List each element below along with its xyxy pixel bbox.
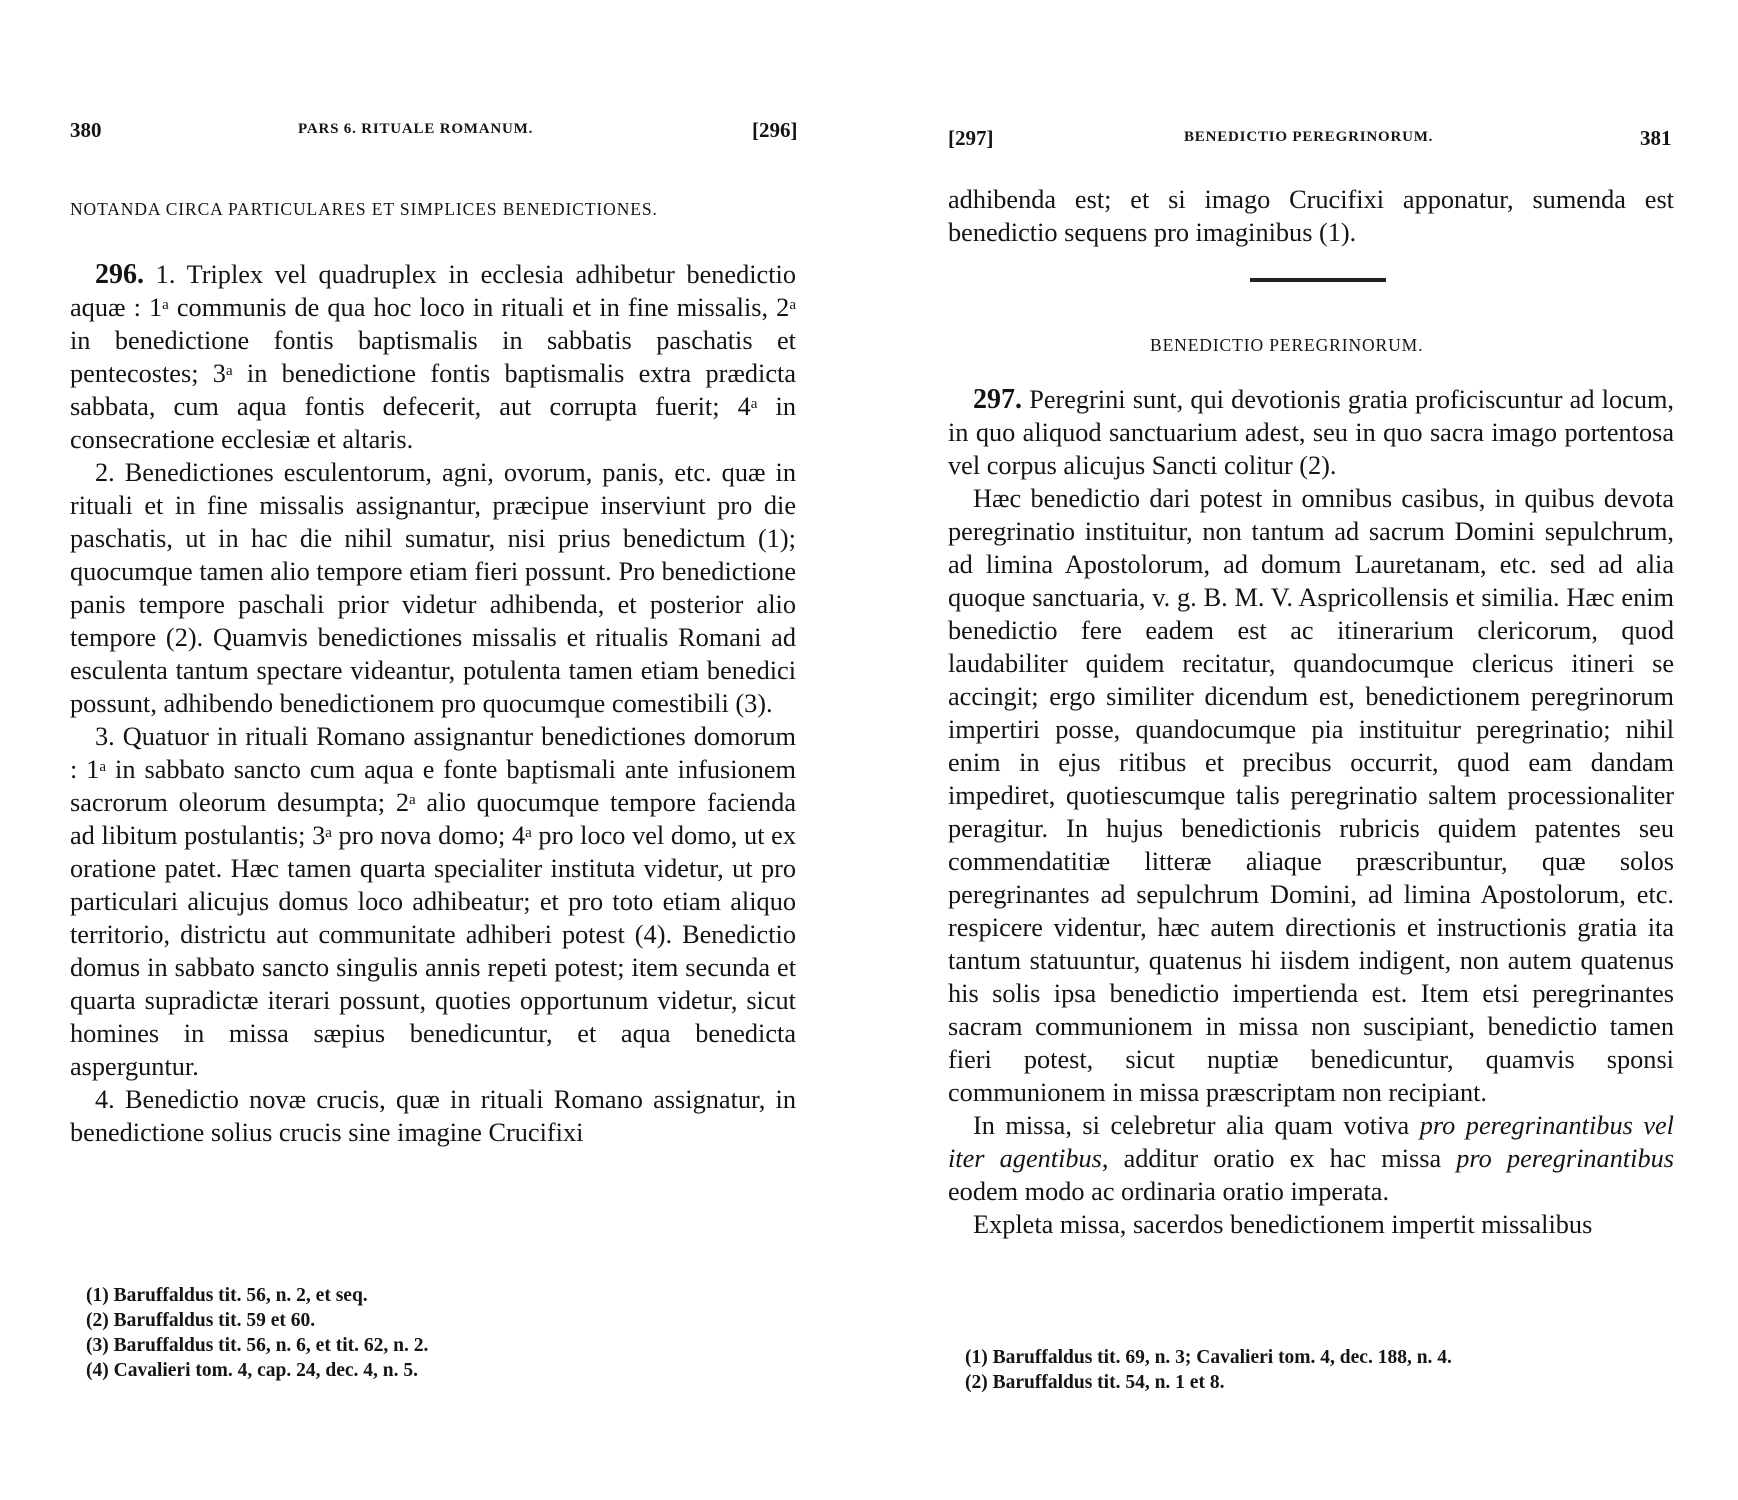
paragraph-number: 297. bbox=[973, 384, 1022, 415]
page-number: 381 bbox=[1640, 126, 1672, 150]
right-page bbox=[869, 0, 1738, 1500]
footnote: (1) Baruffaldus tit. 56, n. 2, et seq. bbox=[86, 1285, 368, 1306]
running-title: BENEDICTIO PEREGRINORUM. bbox=[1184, 129, 1434, 145]
paragraph: Hæc benedictio dari potest in omnibus casibus, in quibus devota peregrinatio instituitur, non tantum ad sacrum Domini sepulchrum, ad limina Apostolorum, ad domum Lauretanam, etc. sed ad alia quoque sanctuaria, v. g. B. M. V. Aspricollensis et similia. Hæc enim benedictio fere eadem est ac itinerarium clericorum, quod laudabiliter quidem recitatur, quandocumque clericus itineri se accingit; ergo similiter dicendum est, benedictionem peregrinorum impertiri posse, quandocumque pia instituitur peregrinatio; nihil enim in ejus ritibus et precibus occurrit, quod eam dandam impediret, quotiescumque talis peregrinatio saltem processionaliter peragitur. In hujus benedictionis rubricis quidem patentes seu commendatitiæ litteræ aliaque præscribuntur, quæ solos peregrinantes ad sepulchrum Domini, ad limina Apostolorum, etc. respicere videntur, hæc autem directionis et instructionis gratia ita tantum statuuntur, quatenus hi iisdem indigent, non autem quatenus his solis ipsa benedictio impertienda est. Item etsi peregrinantes sacram communionem in missa non suscipiant, benedictio tamen fieri potest, sicut nuptiæ benedicuntur, quamvis sponsi communionem in missa præscriptam non recipiant. bbox=[948, 484, 1674, 1107]
footnote: (2) Baruffaldus tit. 59 et 60. bbox=[86, 1310, 316, 1331]
section-number: [296] bbox=[752, 118, 798, 142]
body-text-top bbox=[948, 183, 1674, 249]
paragraph: In missa, si celebretur alia quam votiva pro peregrinantibus vel iter agentibus, additur oratio ex hac missa pro peregrinantibus eodem modo ac ordinaria oratio imperata. bbox=[948, 1111, 1674, 1206]
paragraph: Expleta missa, sacerdos benedictionem impertit missalibus bbox=[973, 1210, 1593, 1239]
paragraph: adhibenda est; et si imago Crucifixi apponatur, sumenda est benedictio sequens pro imaginibus (1). bbox=[948, 185, 1674, 247]
paragraph-number: 296. bbox=[95, 259, 144, 290]
footnotes bbox=[86, 1283, 806, 1383]
paragraph: 3. Quatuor in rituali Romano assignantur benedictiones domorum : 1$^a$ in sabbato sancto cum aqua e fonte baptismali ante infusionem sacrorum oleorum desumpta; 2$^a$ alio quocumque tempore facienda ad libitum postulantis; 3$^a$ pro nova domo; 4$^a$ pro loco vel domo, ut ex oratione patet. Hæc tamen quarta specialiter instituta videtur, ut pro particulari alicujus domus loco adhibeatur; et pro toto etiam aliquo territorio, districtu aut communitate adhiberi potest (4). Benedictio domus in sabbato sancto singulis annis repeti potest; item secunda et quarta supradictæ iterari possunt, quoties opportunum videtur, sicut homines in missa sæpius benedicuntur, et aqua benedicta asperguntur. bbox=[70, 722, 796, 1081]
paragraph: 4. Benedictio novæ crucis, quæ in rituali Romano assignatur, in benedictione solius crucis sine imagine Crucifixi bbox=[70, 1085, 796, 1147]
running-title: PARS 6. RITUALE ROMANUM. bbox=[298, 121, 534, 137]
section-title: BENEDICTIO PEREGRINORUM. bbox=[1150, 335, 1424, 355]
section-number: [297] bbox=[948, 126, 994, 150]
paragraph: 2. Benedictiones esculentorum, agni, ovorum, panis, etc. quæ in rituali et in fine missalis assignantur, præcipue inserviunt pro die paschatis, ut in hac die nihil sumatur, nisi prius benedictum (1); quocumque tamen alio tempore etiam fieri possunt. Pro benedictione panis tempore paschali prior videtur adhibenda, et posterior alio tempore (2). Quamvis benedictiones missalis et ritualis Romani ad esculenta tantum spectare videantur, potulenta tamen etiam benedici possunt, adhibendo benedictionem pro quocumque comestibili (3). bbox=[70, 458, 796, 718]
section-title: NOTANDA CIRCA PARTICULARES ET SIMPLICES BENEDICTIONES. bbox=[70, 199, 658, 219]
footnote: (1) Baruffaldus tit. 69, n. 3; Cavalieri tom. 4, dec. 188, n. 4. bbox=[965, 1347, 1452, 1368]
section-divider bbox=[1250, 278, 1386, 282]
page-number: 380 bbox=[70, 118, 102, 142]
paragraph: 297. Peregrini sunt, qui devotionis gratia proficiscuntur ad locum, in quo aliquod sanctuarium adest, seu in quo sacra imago portentosa vel corpus alicujus Sancti colitur (2). bbox=[948, 384, 1674, 480]
footnote: (4) Cavalieri tom. 4, cap. 24, dec. 4, n. 5. bbox=[86, 1360, 418, 1381]
body-text bbox=[948, 383, 1674, 1241]
body-text bbox=[70, 258, 796, 1149]
footnote: (2) Baruffaldus tit. 54, n. 1 et 8. bbox=[965, 1372, 1225, 1393]
paragraph: 296. 1. Triplex vel quadruplex in ecclesia adhibetur benedictio aquæ : 1$^a$ communis de qua hoc loco in rituali et in fine missalis, 2$^a$ in benedictione fontis baptismalis in sabbatis paschatis et pentecostes; 3$^a$ in benedictione fontis baptismalis extra prædicta sabbata, cum aqua fontis defecerit, aut corrupta fuerit; 4$^a$ in consecratione ecclesiæ et altaris. bbox=[70, 259, 796, 454]
footnotes bbox=[965, 1345, 1685, 1395]
footnote: (3) Baruffaldus tit. 56, n. 6, et tit. 62, n. 2. bbox=[86, 1335, 429, 1356]
